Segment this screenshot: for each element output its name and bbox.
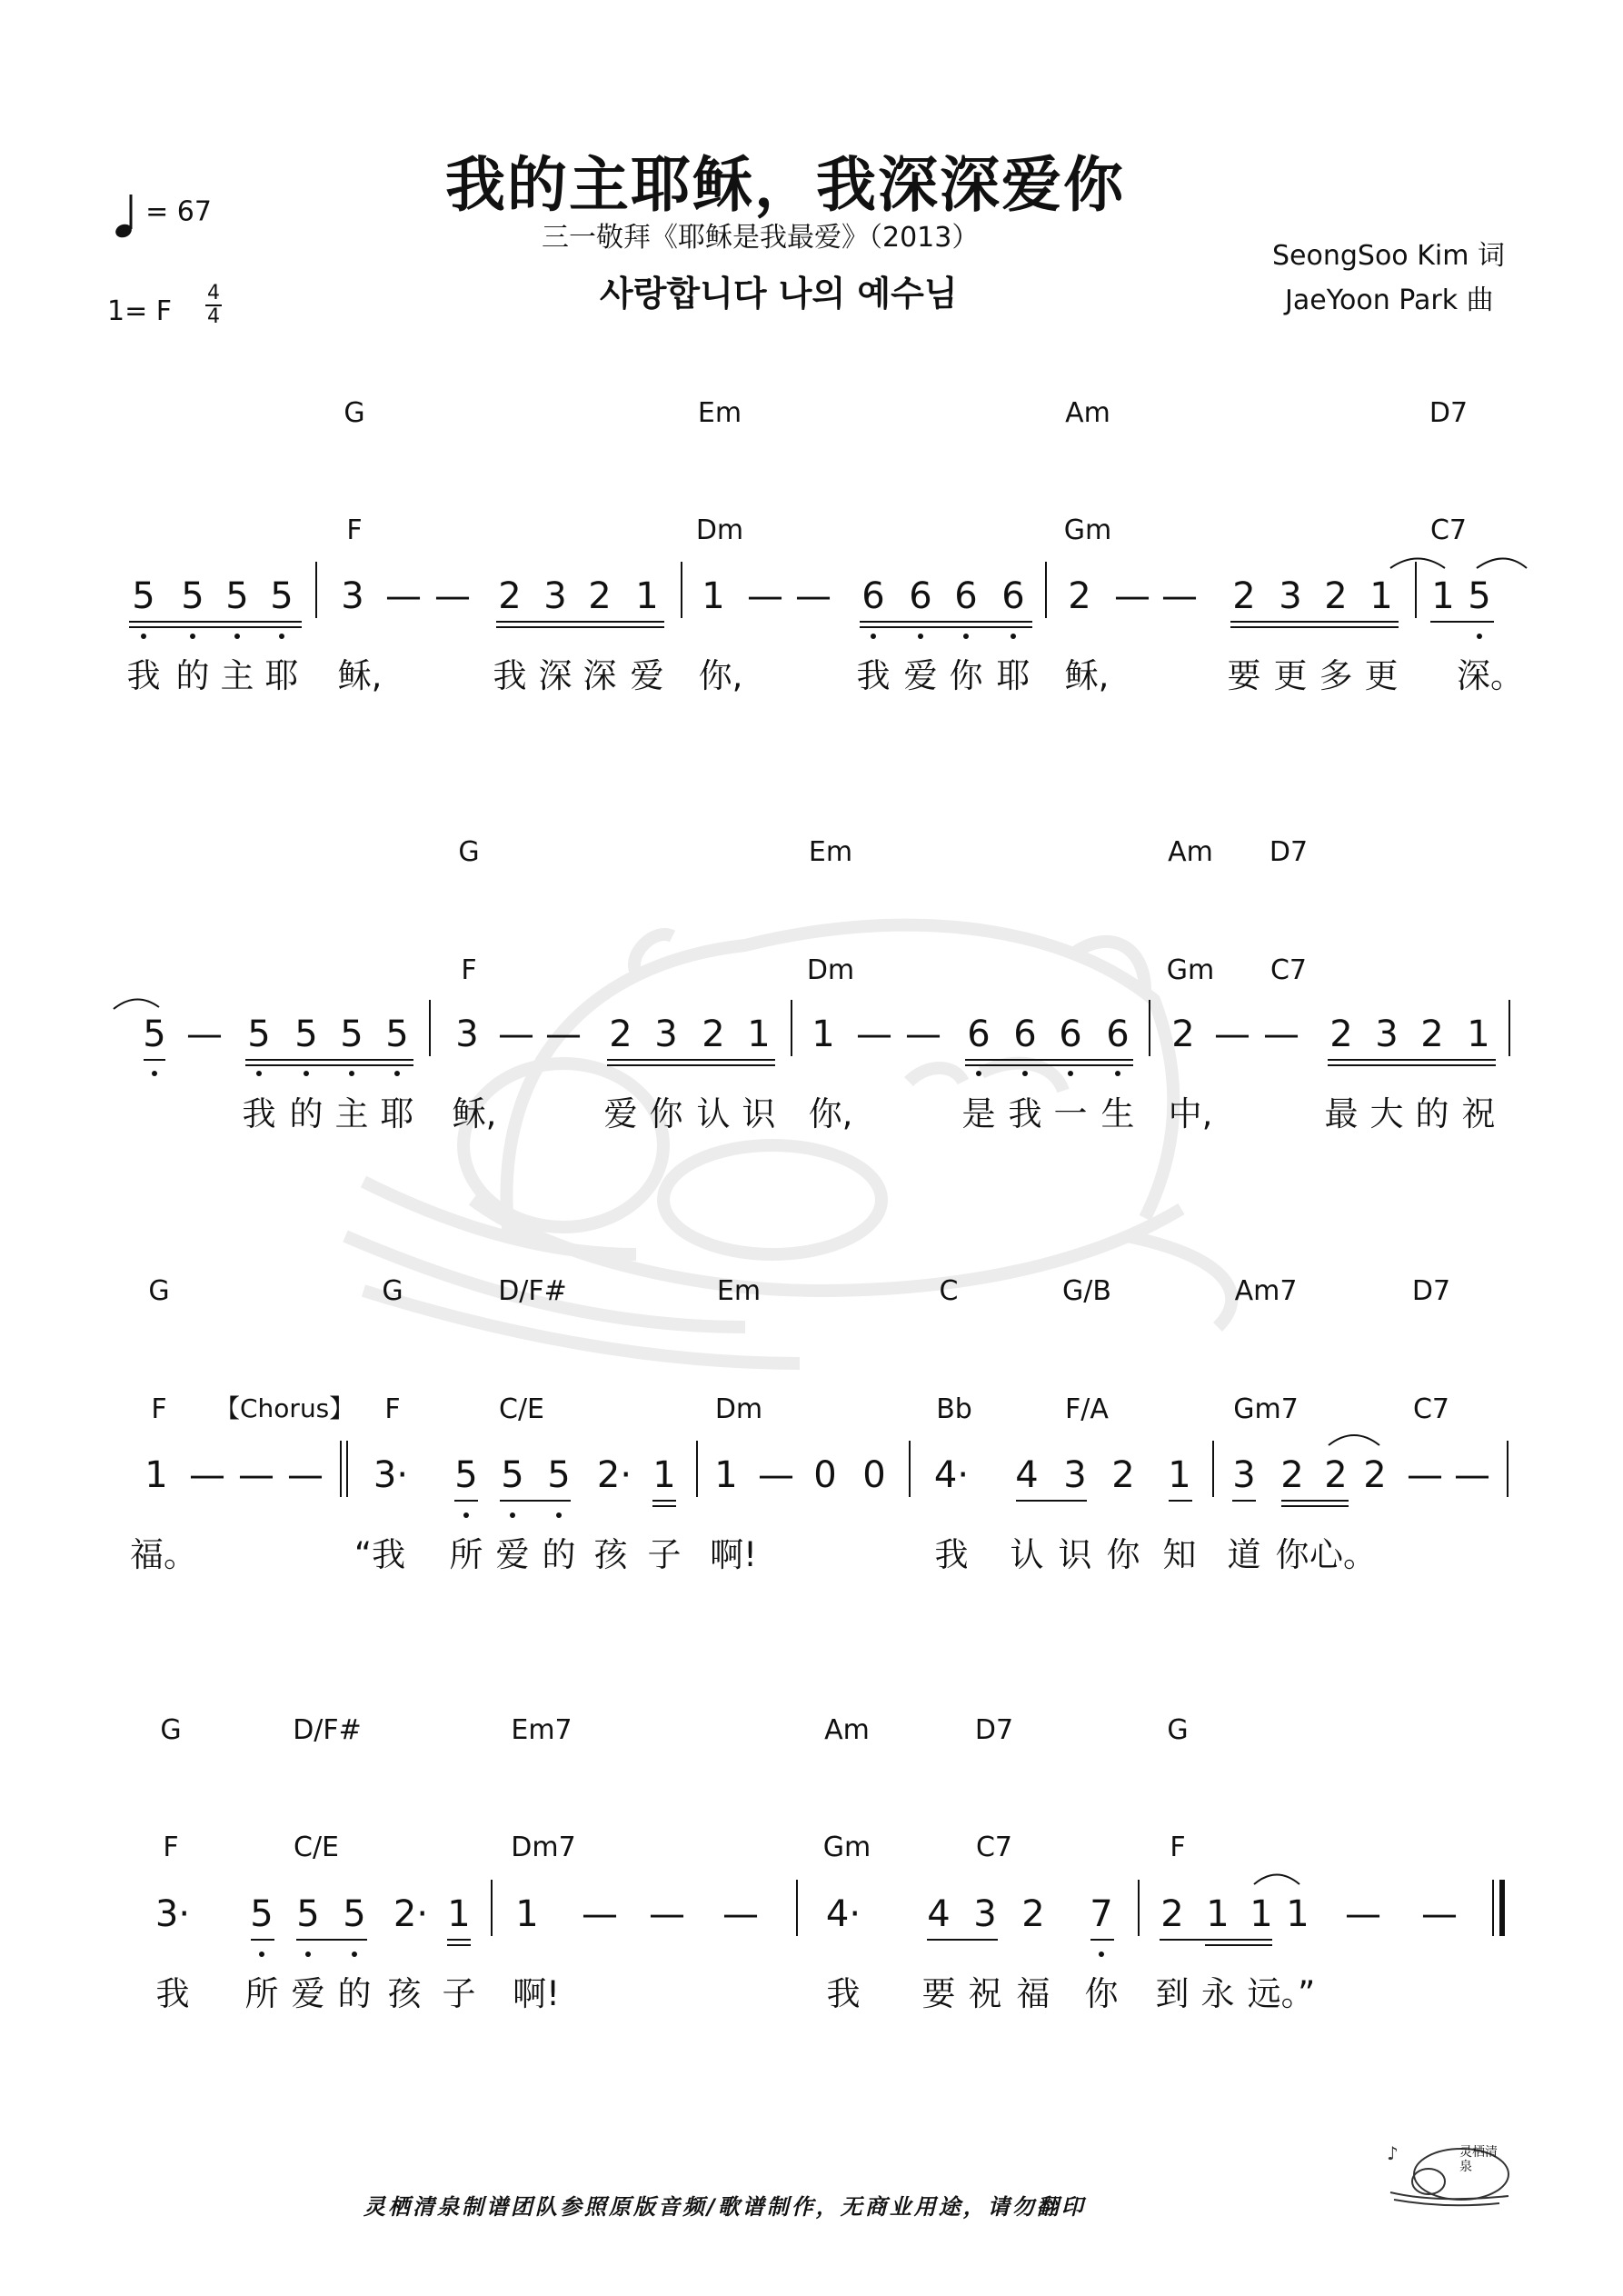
note: — [498, 1013, 534, 1055]
tempo-value: = 67 [145, 195, 212, 228]
note: — [722, 1893, 759, 1935]
lyric: 爱 [630, 656, 664, 695]
chord: Am7 [1234, 1275, 1298, 1307]
note: 5 [270, 575, 294, 617]
lyric: 耶 [380, 1094, 414, 1133]
lyric: 孩 [387, 1974, 422, 2013]
note: 3· [154, 1893, 191, 1935]
note: 2 [1068, 575, 1091, 617]
note: 6 [1001, 575, 1025, 617]
note: 4 [927, 1893, 951, 1935]
lyricist-credit: SeongSoo Kim 词 [1272, 240, 1505, 272]
chord: C [939, 1275, 959, 1307]
note: 1 [1250, 1893, 1273, 1935]
lyric: 所 [244, 1974, 279, 2013]
note: 6 [909, 575, 932, 617]
chord: Em [808, 836, 853, 868]
lyric: 更 [1364, 656, 1399, 695]
note: 2 [1420, 1013, 1444, 1055]
lyric: 耶 [996, 656, 1031, 695]
note: 1 [1206, 1893, 1230, 1935]
chord: C/E [293, 1832, 340, 1863]
note: — [758, 1454, 794, 1496]
lyric: 爱 [903, 656, 938, 695]
note: 3 [543, 575, 567, 617]
lyric: 深 [538, 656, 573, 695]
note: — [1454, 1454, 1490, 1496]
note: — [1214, 1013, 1250, 1055]
lyric: 是 [961, 1094, 996, 1133]
chord: F [384, 1393, 401, 1425]
note: — [747, 575, 783, 617]
note: 2 [1324, 575, 1348, 617]
note: 2 [1324, 1454, 1348, 1496]
lyric: 最 [1324, 1094, 1359, 1133]
korean-title: 사랑합니다 나의 예수님 [600, 274, 958, 314]
note: 6 [1106, 1013, 1130, 1055]
lyric: 认 [696, 1094, 731, 1133]
note: 2 [702, 1013, 725, 1055]
note: 3 [1063, 1454, 1087, 1496]
note: 3 [1232, 1454, 1256, 1496]
lyric: 啊! [513, 1974, 560, 2013]
note: 5 [501, 1454, 524, 1496]
time-bottom: 4 [207, 305, 220, 328]
chord: Gm [1166, 954, 1215, 986]
logo-text: 灵栖清泉 [1459, 2145, 1498, 2174]
lyric: 远。” [1247, 1974, 1316, 2013]
note: 2 [1232, 575, 1256, 617]
note: 6 [1013, 1013, 1037, 1055]
chord: G [1167, 1714, 1189, 1746]
note: — [189, 1454, 225, 1496]
lyric: 稣, [1064, 656, 1110, 695]
song-subtitle: 三一敬拜《耶稣是我最爱》（2013） [542, 222, 980, 254]
time-top: 4 [207, 282, 220, 304]
note: 5 [247, 1013, 271, 1055]
lyric: 的 [337, 1974, 372, 2013]
chord: F/A [1065, 1393, 1109, 1425]
lyric: 的 [289, 1094, 324, 1133]
lyric: 主 [334, 1094, 369, 1133]
chord: F [461, 954, 477, 986]
svg-text:♪: ♪ [1387, 2142, 1399, 2164]
chord: C7 [1429, 514, 1468, 546]
note: — [1407, 1454, 1443, 1496]
chord: Dm [806, 954, 855, 986]
note: 1 [1168, 1454, 1191, 1496]
lyric: 要 [921, 1974, 956, 2013]
note: — [545, 1013, 582, 1055]
note: 3 [1279, 575, 1302, 617]
lyric: 心。 [1309, 1535, 1377, 1574]
note: 5 [454, 1454, 478, 1496]
note: — [905, 1013, 941, 1055]
chord: Em7 [511, 1714, 573, 1746]
lyric: 所 [449, 1535, 483, 1574]
note: 2 [588, 575, 612, 617]
note: 3 [1375, 1013, 1399, 1055]
lyric: 认 [1010, 1535, 1044, 1574]
note: — [856, 1013, 892, 1055]
note: 6 [954, 575, 978, 617]
note: — [1114, 575, 1150, 617]
lyric: 深 [582, 656, 617, 695]
chord: Bb [936, 1393, 972, 1425]
note: 5 [181, 575, 204, 617]
note: 1 [1286, 1893, 1309, 1935]
chord: G [458, 836, 480, 868]
lyric: 的 [1415, 1094, 1449, 1133]
note: 5 [250, 1893, 274, 1935]
lyric: 的 [175, 656, 210, 695]
note: 1 [515, 1893, 539, 1935]
lyric: 要 [1227, 656, 1261, 695]
note: 0 [862, 1454, 886, 1496]
note: 1 [652, 1454, 676, 1496]
lyric: 福。 [130, 1535, 197, 1574]
chord: F [346, 514, 363, 546]
note: 1 [812, 1013, 835, 1055]
chord: D7 [1411, 1275, 1451, 1307]
chord: Em [716, 1275, 762, 1307]
note: 5 [547, 1454, 571, 1496]
lyric: 我 [826, 1974, 861, 2013]
chord: G [148, 1275, 170, 1307]
lyric: 多 [1319, 656, 1353, 695]
note: 6 [1059, 1013, 1082, 1055]
chord: Dm [714, 1393, 763, 1425]
chord: C7 [1270, 954, 1308, 986]
lyric: 深。 [1457, 656, 1524, 695]
lyric: 永 [1200, 1974, 1235, 2013]
note: — [385, 575, 422, 617]
note: 2 [498, 575, 522, 617]
note: 2· [596, 1454, 632, 1496]
lyric: 你 [949, 656, 983, 695]
note: 5 [225, 575, 249, 617]
note: — [582, 1893, 618, 1935]
lyric: 你, [698, 656, 743, 695]
chord: D/F# [293, 1714, 362, 1746]
note: 2 [1280, 1454, 1304, 1496]
note: 1 [702, 575, 725, 617]
chord: D/F# [498, 1275, 567, 1307]
note: 5 [143, 1013, 166, 1055]
note: 2 [1111, 1454, 1135, 1496]
sheep-logo-icon [1381, 2136, 1527, 2209]
note: — [795, 575, 831, 617]
chord: D7 [1429, 397, 1469, 429]
note: — [649, 1893, 685, 1935]
lyric: 祝 [968, 1974, 1002, 2013]
chord: C7 [1412, 1393, 1450, 1425]
note: 5 [1468, 575, 1491, 617]
lyric: 我 [934, 1535, 969, 1574]
chord: F [163, 1832, 179, 1863]
note: 1 [1369, 575, 1393, 617]
lyric: 识 [742, 1094, 776, 1133]
note: — [1421, 1893, 1458, 1935]
lyric: 生 [1100, 1094, 1135, 1133]
chord: F [1170, 1832, 1186, 1863]
chord: G [160, 1714, 182, 1746]
lyric: 爱 [603, 1094, 638, 1133]
note: — [186, 1013, 223, 1055]
note: 3 [973, 1893, 997, 1935]
lyric: 知 [1162, 1535, 1197, 1574]
note: 1 [714, 1454, 738, 1496]
lyric: 子 [647, 1535, 682, 1574]
chord: D7 [974, 1714, 1014, 1746]
lyric: 识 [1058, 1535, 1092, 1574]
lyric: 我 [242, 1094, 276, 1133]
chord: Gm7 [1233, 1393, 1299, 1425]
note: 7 [1090, 1893, 1113, 1935]
lyric: 子 [442, 1974, 476, 2013]
lyric: 中, [1168, 1094, 1213, 1133]
note: 3 [654, 1013, 678, 1055]
chord: D7 [1269, 836, 1309, 868]
note: 2 [1021, 1893, 1045, 1935]
lyric: 耶 [264, 656, 299, 695]
note: 3 [341, 575, 364, 617]
lyric: 主 [220, 656, 254, 695]
song-title: 我的主耶稣，我深深爱你 [445, 150, 1125, 220]
note: 1 [144, 1454, 168, 1496]
note: 3 [455, 1013, 479, 1055]
lyric: 到 [1155, 1974, 1190, 2013]
note: 6 [967, 1013, 991, 1055]
lyric: 更 [1273, 656, 1308, 695]
note: 2 [1329, 1013, 1353, 1055]
note: 5 [343, 1893, 366, 1935]
note: 2 [1363, 1454, 1387, 1496]
lyric: 你 [1275, 1535, 1309, 1574]
note: 1 [447, 1893, 471, 1935]
footer-logo [1381, 2136, 1527, 2209]
lyric: 我 [1008, 1094, 1042, 1133]
note: 1 [747, 1013, 771, 1055]
chord: G [344, 397, 365, 429]
note: — [1345, 1893, 1381, 1935]
footer-notice: 灵栖清泉制谱团队参照原版音频/歌谱制作，无商业用途，请勿翻印 [363, 2194, 1086, 2220]
lyric: 福 [1016, 1974, 1050, 2013]
chord: Am [824, 1714, 870, 1746]
chord: Em [697, 397, 742, 429]
chord: Dm7 [511, 1832, 576, 1863]
note: — [1263, 1013, 1299, 1055]
note: 5 [340, 1013, 363, 1055]
lyric: 啊! [710, 1535, 757, 1574]
lyric: 一 [1053, 1094, 1088, 1133]
note: 2 [1160, 1893, 1184, 1935]
lyric: 我 [155, 1974, 190, 2013]
note: 5 [132, 575, 155, 617]
note: 4· [933, 1454, 970, 1496]
lyric: 你 [649, 1094, 683, 1133]
lyric: 大 [1369, 1094, 1404, 1133]
chord: C7 [975, 1832, 1013, 1863]
chord: C/E [498, 1393, 545, 1425]
lyric: “我 [353, 1535, 406, 1574]
note: 5 [385, 1013, 409, 1055]
note: — [287, 1454, 324, 1496]
lyric: 你, [808, 1094, 853, 1133]
lyric: 孩 [593, 1535, 628, 1574]
chord: Gm [822, 1832, 871, 1863]
lyric: 爱 [495, 1535, 530, 1574]
lyric: 你 [1106, 1535, 1140, 1574]
note: 4 [1015, 1454, 1039, 1496]
chord: G [382, 1275, 403, 1307]
chord: Dm [695, 514, 744, 546]
note: 5 [296, 1893, 320, 1935]
lyric: 稣, [452, 1094, 497, 1133]
chord: Gm [1063, 514, 1112, 546]
note: 6 [861, 575, 885, 617]
chorus-label: 【Chorus】 [214, 1393, 355, 1423]
lyric: 你 [1084, 1974, 1119, 2013]
composer-credit: JaeYoon Park 曲 [1285, 285, 1494, 316]
lyric: 的 [542, 1535, 576, 1574]
note: — [238, 1454, 274, 1496]
note: 2· [393, 1893, 429, 1935]
lyric: 稣, [337, 656, 383, 695]
chord: Am [1168, 836, 1213, 868]
key-label: 1= F [107, 295, 173, 327]
note: 1 [1467, 1013, 1490, 1055]
note: 2 [609, 1013, 632, 1055]
lyric: 我 [126, 656, 161, 695]
note: 4· [825, 1893, 861, 1935]
note: 2 [1171, 1013, 1195, 1055]
chord: F [151, 1393, 167, 1425]
note: — [434, 575, 471, 617]
note: 0 [813, 1454, 837, 1496]
lyric: 祝 [1461, 1094, 1496, 1133]
note: 1 [635, 575, 659, 617]
chord: G/B [1062, 1275, 1111, 1307]
lyric: 爱 [291, 1974, 325, 2013]
note: — [1161, 575, 1198, 617]
lyric: 我 [493, 656, 527, 695]
note: 3· [373, 1454, 409, 1496]
lyric: 我 [856, 656, 891, 695]
chord: Am [1065, 397, 1110, 429]
lyric: 道 [1227, 1535, 1261, 1574]
note: 5 [294, 1013, 318, 1055]
note: 1 [1431, 575, 1455, 617]
